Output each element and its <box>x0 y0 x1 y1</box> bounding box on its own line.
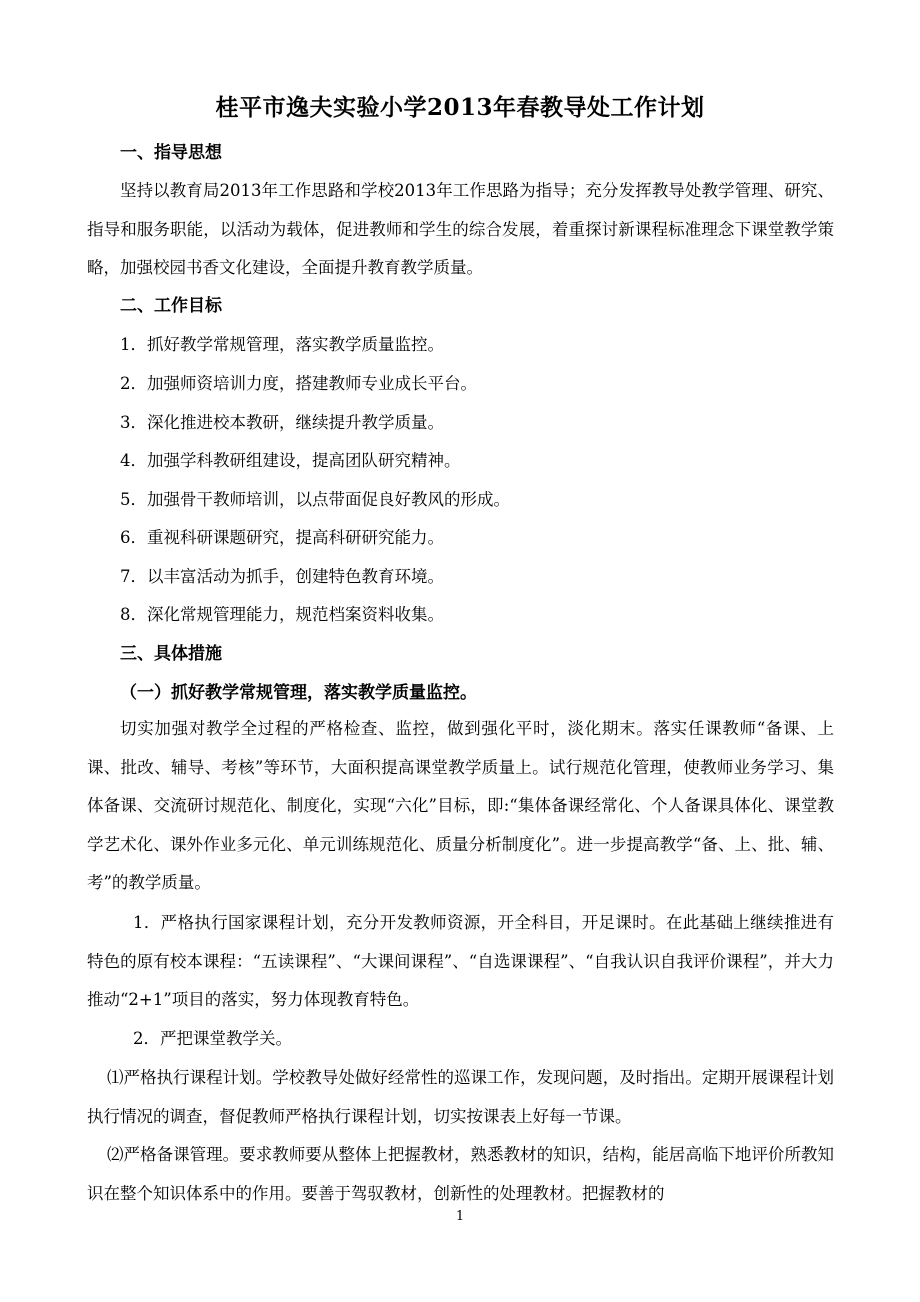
document-title: 桂平市逸夫实验小学2013年春教导处工作计划 <box>215 94 705 121</box>
goal-item-3: 3．深化推进校本教研，继续提升教学质量。 <box>120 413 444 432</box>
goal-item-1: 1．抓好教学常规管理，落实教学质量监控。 <box>120 335 444 354</box>
guiding-paragraph: 坚持以教育局2013年工作思路和学校2013年工作思路为指导；充分发挥教导处教学管理、研究、指导和服务职能，以活动为载体，促进教师和学生的综合发展，着重探讨新课程标准理念下课堂教学策略，加强校园书香文化建设，全面提升教育教学质量。 <box>87 181 834 277</box>
goal-item-2: 2．加强师资培训力度，搭建教师专业成长平台。 <box>120 374 477 393</box>
goal-item-8: 8．深化常规管理能力，规范档案资料收集。 <box>120 605 444 624</box>
measures-paragraph-1: 切实加强对教学全过程的严格检查、监控，做到强化平时，淡化期末。落实任课教师“备课、上课、批改、辅导、考核”等环节，大面积提高课堂教学质量上。试行规范化管理，使教师业务学习、集体备课、交流研讨规范化、制度化，实现“六化”目标，即:“集体备课经常化、个人备课具体化、课堂教学艺术化、课外作业多元化、单元训练规范化、质量分析制度化”。进一步提高教学“备、上、批、辅、考”的教学质量。 <box>87 719 834 892</box>
goal-item-4: 4．加强学科教研组建设，提高团队研究精神。 <box>120 451 461 470</box>
measures-paragraph-2: 1．严格执行国家课程计划，充分开发教师资源，开全科目，开足课时。在此基础上继续推进有特色的原有校本课程：“五读课程”、“大课间课程”、“自选课课程”、“自我认识自我评价课程”，并大力推动“2+1”项目的落实，努力体现教育特色。 <box>87 913 834 1009</box>
goal-item-7: 7．以丰富活动为抓手，创建特色教育环境。 <box>120 567 444 586</box>
measures-subheading: （一）抓好教学常规管理，落实教学质量监控。 <box>120 683 477 703</box>
goal-item-6: 6．重视科研课题研究，提高科研研究能力。 <box>120 528 444 547</box>
page-number: 1 <box>455 1209 465 1224</box>
goal-item-5: 5．加强骨干教师培训，以点带面促良好教风的形成。 <box>120 490 510 509</box>
section-heading-goals: 二、工作目标 <box>120 296 222 316</box>
measures-paragraph-5: ⑵严格备课管理。要求教师要从整体上把握教材，熟悉教材的知识，结构，能居高临下地评价所教知识在整个知识体系中的作用。要善于驾驭教材，创新性的处理教材。把握教材的 <box>87 1145 834 1203</box>
measures-paragraph-3: 2．严把课堂教学关。 <box>133 1029 292 1048</box>
section-heading-guiding: 一、指导思想 <box>120 143 222 163</box>
measures-paragraph-4: ⑴严格执行课程计划。学校教导处做好经常性的巡课工作，发现问题，及时指出。定期开展课程计划执行情况的调查，督促教师严格执行课程计划，切实按课表上好每一节课。 <box>87 1068 834 1126</box>
section-heading-measures: 三、具体措施 <box>120 644 222 664</box>
